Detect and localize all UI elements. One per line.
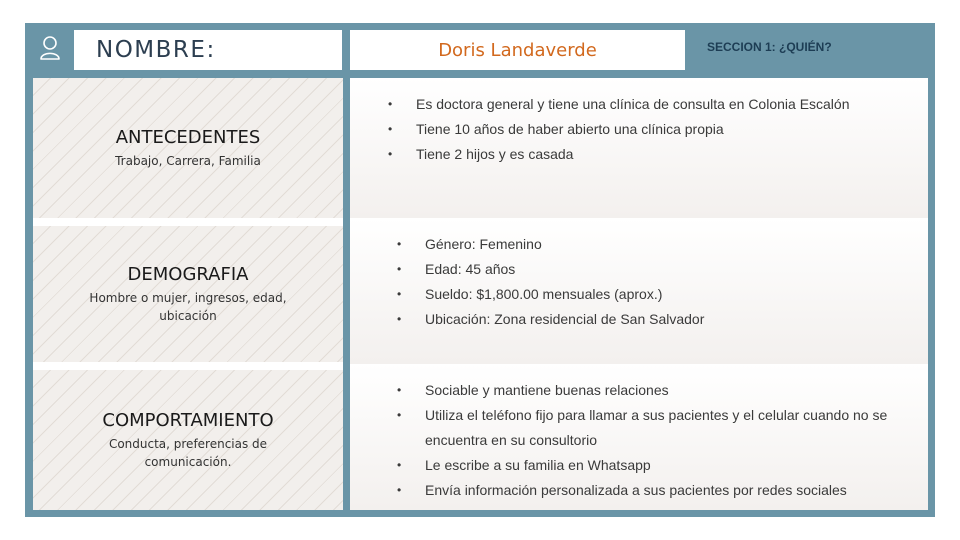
details-comportamiento: [350, 364, 928, 510]
category-demografia: [33, 226, 343, 362]
list-item: • Ubicación: Zona residencial de San Salvador: [397, 307, 897, 332]
category-heading: DEMOGRAFIA: [127, 263, 249, 285]
category-antecedentes: [33, 78, 343, 218]
list-item: • Tiene 2 hijos y es casada: [388, 142, 888, 167]
list-item: • Le escribe a su familia en Whatsapp: [397, 453, 917, 478]
name-value-box: [350, 30, 685, 70]
list-item: • Género: Femenino: [397, 232, 897, 257]
list-item: • Sueldo: $1,800.00 mensuales (aprox.): [397, 282, 897, 307]
bullet-list: [388, 92, 888, 167]
category-subtitle: Trabajo, Carrera, Familia: [115, 153, 261, 168]
list-item: • Sociable y mantiene buenas relaciones: [397, 378, 917, 403]
details-column: [350, 78, 928, 510]
category-subtitle: Hombre o mujer, ingresos, edad, ubicación: [89, 290, 287, 323]
section-title: SECCION 1: ¿QUIÉN?: [707, 40, 832, 54]
list-item: • Tiene 10 años de haber abierto una clínica propia: [388, 117, 888, 142]
name-label: NOMBRE:: [96, 37, 216, 63]
name-value: Doris Landaverde: [438, 39, 597, 61]
name-label-box: [74, 30, 342, 70]
category-subtitle: Conducta, preferencias de comunicación.: [108, 436, 268, 469]
category-comportamiento: [33, 370, 343, 510]
list-item: • Envía información personalizada a sus pacientes por redes sociales: [397, 478, 917, 503]
category-heading: COMPORTAMIENTO: [102, 409, 274, 431]
list-item: • Es doctora general y tiene una clínica de consulta en Colonia Escalón: [388, 92, 888, 117]
details-antecedentes: [350, 78, 928, 218]
list-item: • Edad: 45 años: [397, 257, 897, 282]
category-column: [33, 78, 343, 510]
details-demografia: [350, 218, 928, 364]
bullet-list: [397, 232, 897, 332]
user-icon: [39, 35, 61, 61]
list-item: • Utiliza el teléfono fijo para llamar a sus pacientes y el celular cuando no se encuentra en su consultorio: [397, 403, 917, 453]
bullet-list: [397, 378, 917, 503]
category-heading: ANTECEDENTES: [115, 126, 261, 148]
